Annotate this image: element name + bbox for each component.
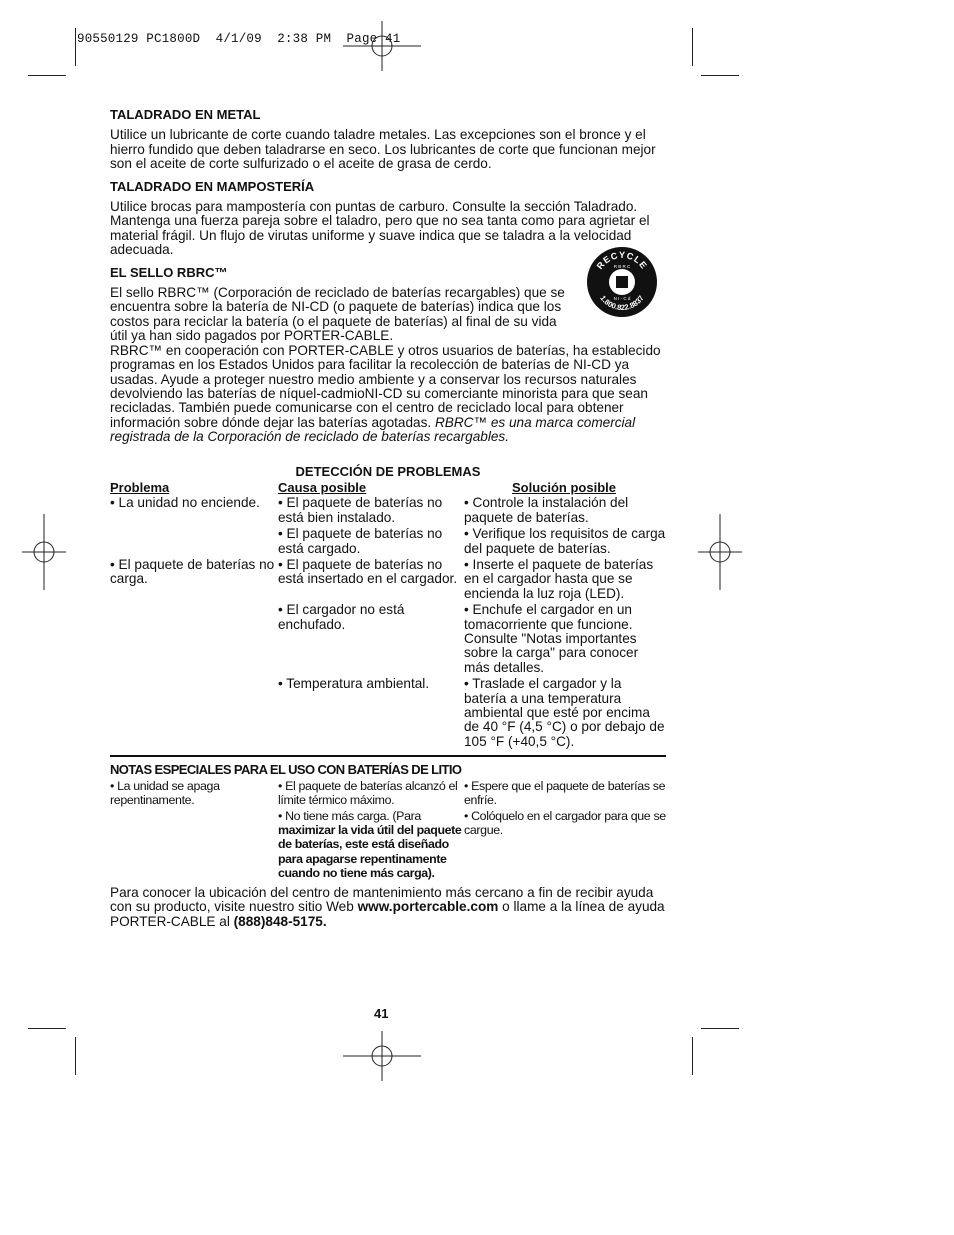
section-divider <box>110 755 666 757</box>
cause-cell: • El paquete de baterías no está insertado en el cargador. <box>278 556 458 587</box>
page-number: 41 <box>374 1006 389 1021</box>
crop-mark-bottom-left-h <box>28 1028 66 1029</box>
solution-cell: • Verifique los requisitos de carga del paquete de baterías. <box>464 526 666 556</box>
troubleshooting-table <box>110 481 666 749</box>
registration-mark-right <box>698 514 742 590</box>
column-header-problem: Problema <box>110 479 170 495</box>
service-info-paragraph <box>110 886 666 929</box>
table-row <box>110 558 666 601</box>
table-row <box>110 496 666 525</box>
cause-cell: • Temperatura ambiental. <box>278 676 430 692</box>
solution-cell: • Enchufe el cargador en un tomacorriente que funcione. Consulte "Notas importantes sobre la carga" para conocer más detalles. <box>464 602 639 675</box>
section-text-rbrc-2 <box>110 344 666 445</box>
problem-cell <box>110 527 278 556</box>
service-text-b: o llame a la línea de ayuda PORTER-CABLE al <box>110 899 665 929</box>
troubleshooting-heading: DETECCIÓN DE PROBLEMAS <box>295 463 481 479</box>
cause-cell: • El paquete de baterías alcanzó el límite térmico máximo. <box>278 778 458 807</box>
table-row <box>110 603 666 675</box>
crop-mark-top-left-v <box>75 28 76 66</box>
table-row <box>110 779 666 807</box>
crop-mark-bottom-left-v <box>75 1037 76 1075</box>
lithium-notes-heading: NOTAS ESPECIALES PARA EL USO CON BATERÍAS DE LITIO <box>110 762 462 778</box>
crop-mark-top-right-h <box>701 75 739 76</box>
cause-cell: • El paquete de baterías no está bien instalado. <box>278 495 443 525</box>
problem-cell: • La unidad se apaga repentinamente. <box>110 778 220 807</box>
column-header-solution: Solución posible <box>511 479 616 495</box>
solution-cell: • Inserte el paquete de baterías en el cargador hasta que se encienda la luz roja (LED). <box>464 556 654 601</box>
website-link[interactable]: www.portercable.com <box>357 899 499 915</box>
cause-prefix: • No tiene más carga. (Para <box>278 809 421 824</box>
helpline-phone: (888)848-5175. <box>233 913 327 929</box>
section-heading-metal: TALADRADO EN METAL <box>110 107 261 122</box>
problem-cell <box>110 677 278 749</box>
table-row <box>110 677 666 749</box>
seal-top-text: RECYCLE <box>594 249 650 271</box>
crop-mark-top-right-v <box>692 28 693 66</box>
crop-mark-bottom-right-h <box>701 1028 739 1029</box>
service-text-a: Para conocer la ubicación del centro de mantenimiento más cercano a fin de recibir ayuda con su producto, visite nuestro sitio Web <box>110 885 654 915</box>
printer-slug: 90550129 PC1800D 4/1/09 2:38 PM Page 41 <box>77 32 401 46</box>
table-header-row <box>110 481 666 496</box>
seal-phone-text: 1.800.822.8837 <box>598 293 646 312</box>
page-content <box>110 108 666 937</box>
cause-cell: • El cargador no está enchufado. <box>278 602 405 632</box>
cause-cell <box>278 809 464 880</box>
solution-cell: • Colóquelo en el cargador para que se cargue. <box>464 809 666 838</box>
lithium-notes-table <box>110 779 666 880</box>
solution-cell: • Traslade el cargador y la batería a una temperatura ambiental que esté por encima de 40 °F (4,5 °C) o por debajo de 105 °F (+40,5 °C). <box>464 676 665 749</box>
solution-cell: • Espere que el paquete de baterías se enfríe. <box>464 778 666 807</box>
table-row <box>110 527 666 556</box>
crop-mark-bottom-right-v <box>692 1037 693 1075</box>
column-header-cause: Causa posible <box>278 479 367 495</box>
rbrc-recycle-seal-icon <box>586 246 658 318</box>
table-row <box>110 809 666 880</box>
problem-cell <box>110 809 278 880</box>
problem-cell: • El paquete de baterías no carga. <box>110 556 275 587</box>
rbrc-section <box>110 249 666 445</box>
seal-nicd-text: N I - C d <box>613 295 631 301</box>
cause-bold-note: maximizar la vida útil del paquete de baterías, este está diseñado para apagarse repentinamente cuando no tiene más carga). <box>278 823 462 880</box>
seal-rbrc-text: R B R C <box>613 263 631 269</box>
section-heading-rbrc: EL SELLO RBRC™ <box>110 264 228 280</box>
registration-mark-top <box>343 21 421 71</box>
cause-cell: • El paquete de baterías no está cargado. <box>278 526 443 556</box>
section-text-rbrc-1: El sello RBRC™ (Corporación de reciclado de baterías recargables) que se encuentra sobre la batería de NI-CD (o paquete de baterías) indica que los costos para reciclar la batería (o el paquete de baterías) al final de su vida útil ya han sido pagados por PORTER-CABLE. <box>110 285 565 344</box>
registration-mark-bottom <box>343 1031 421 1081</box>
problem-cell: • La unidad no enciende. <box>110 495 260 511</box>
rbrc-cooperation-text: RBRC™ en cooperación con PORTER-CABLE y otros usuarios de baterías, ha establecido programas en los Estados Unidos para facilitar la recolección de baterías de NI-CD ya usadas. Ayude a proteger nuestro medio ambiente y a conservar los recursos naturales devolviendo las baterías de níquel-cadmioNI-CD su comerciante minorista para que sean recicladas. También puede comunicarse con el centro de reciclado local para obtener información sobre dónde dejar las baterías agotadas. <box>110 342 661 430</box>
section-heading-masonry: TALADRADO EN MAMPOSTERÍA <box>110 178 315 194</box>
crop-mark-top-left-h <box>28 75 66 76</box>
section-text-metal: Utilice un lubricante de corte cuando taladre metales. Las excepciones son el bronce y el hierro fundido que deben taladrarse en seco. Los lubricantes de corte que funcionan mejor son el aceite de corte sulfurizado o el aceite de grasa de cerdo. <box>110 127 656 172</box>
section-text-masonry: Utilice brocas para mampostería con puntas de carburo. Consulte la sección Taladrado. Mantenga una fuerza pareja sobre el taladro, pero que no sea tanta como para agrietar el material frágil. Un flujo de virutas uniforme y suave indica que se taladra a la velocidad adecuada. <box>110 199 650 258</box>
registration-mark-left <box>22 514 66 590</box>
rbrc-trademark-note: RBRC™ es una marca comercial registrada de la Corporación de reciclado de baterías recargables. <box>110 414 636 445</box>
problem-cell <box>110 603 278 675</box>
solution-cell: • Controle la instalación del paquete de baterías. <box>464 495 629 525</box>
